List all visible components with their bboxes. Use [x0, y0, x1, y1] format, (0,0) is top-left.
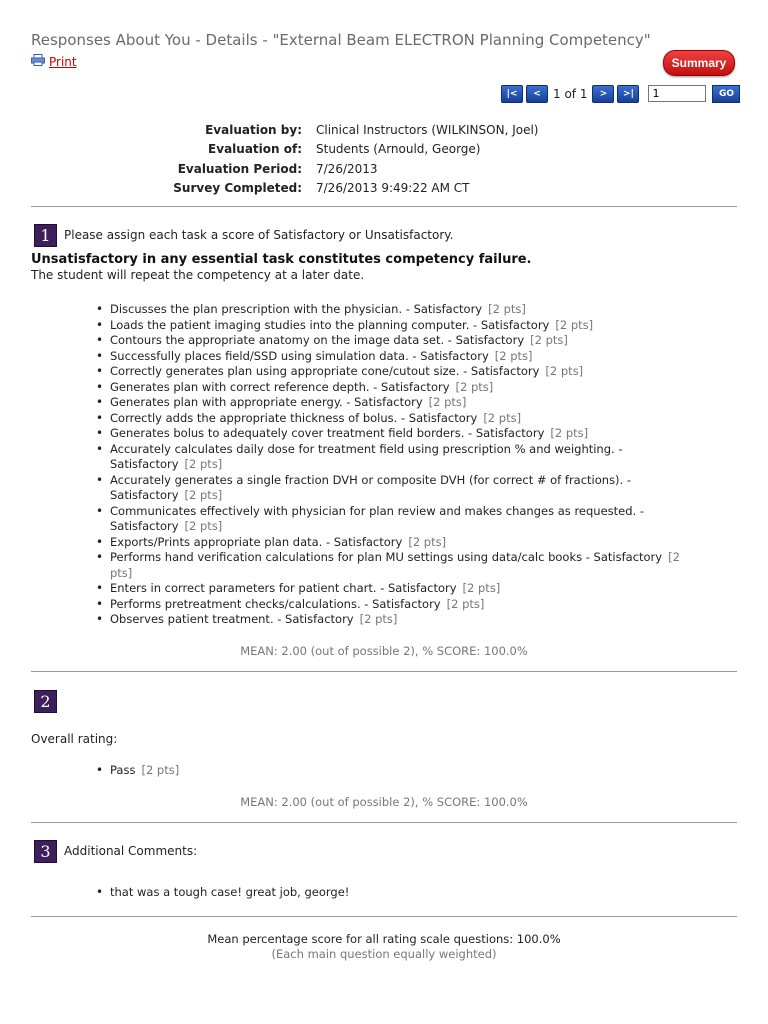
task-text: Generates plan with appropriate energy. - Satisfactory [110, 395, 423, 409]
print-link[interactable] [31, 54, 77, 69]
task-text: Contours the appropriate anatomy on the image data set. - Satisfactory [110, 333, 525, 347]
task-text: Performs pretreatment checks/calculations. - Satisfactory [110, 596, 441, 611]
meta-value: Clinical Instructors (WILKINSON, Joel) [316, 122, 539, 137]
pager [501, 84, 740, 103]
points-label: [2 pts] [545, 364, 584, 378]
points-label: [2 pts] [359, 612, 398, 626]
prev-page-icon[interactable]: < [526, 85, 548, 103]
task-text: Observes patient treatment. - Satisfactory [110, 612, 354, 626]
divider [31, 916, 737, 917]
list-item [88, 318, 698, 334]
points-label: [2 pts] [555, 317, 594, 332]
task-list [88, 302, 698, 628]
list-item [88, 380, 698, 396]
list-item [88, 597, 698, 613]
question-prompt: Additional Comments: [64, 844, 198, 858]
warning-text: The student will repeat the competency at a later date. [31, 268, 365, 282]
task-text: Generates plan with correct reference depth. - Satisfactory [110, 379, 450, 394]
page-title: Responses About You - Details - "External Beam ELECTRON Planning Competency" [31, 31, 651, 49]
task-text: Generates bolus to adequately cover treatment field borders. - Satisfactory [110, 426, 545, 440]
points-label: [2 pts] [483, 410, 522, 425]
list-item [88, 411, 698, 427]
list-item [88, 504, 698, 535]
rating-list [88, 763, 488, 779]
points-label: [2 pts] [462, 581, 501, 595]
points-label: [2 pts] [184, 457, 223, 471]
list-item [88, 364, 698, 380]
go-button[interactable]: GO [712, 85, 740, 103]
question-prompt: Overall rating: [31, 732, 118, 746]
page-number-input[interactable] [648, 85, 706, 102]
meta-key: Evaluation Period: [177, 161, 302, 176]
last-page-icon[interactable]: >| [617, 85, 639, 103]
overall-mean-score: Mean percentage score for all rating scale questions: 100.0% [207, 932, 561, 946]
points-label: [2 pts] [184, 519, 223, 533]
list-item [88, 535, 698, 551]
next-page-icon[interactable]: > [592, 85, 614, 103]
meta-key: Evaluation of: [208, 142, 302, 157]
points-label: [2 pts] [141, 763, 180, 777]
meta-value: Students (Arnould, George) [316, 142, 481, 157]
weighting-note: (Each main question equally weighted) [271, 947, 497, 961]
points-label: [2 pts] [408, 534, 447, 549]
comment-text: that was a tough case! great job, george! [110, 885, 350, 899]
list-item [88, 473, 698, 504]
list-item [88, 581, 698, 597]
task-text: Discusses the plan prescription with the physician. - Satisfactory [110, 302, 483, 316]
divider [31, 206, 737, 207]
print-label[interactable]: Print [49, 54, 77, 69]
task-text: Successfully places field/SSD using simulation data. - Satisfactory [110, 348, 489, 363]
points-label: [2 pts] [428, 395, 467, 409]
meta-key: Evaluation by: [205, 122, 302, 137]
task-text: Loads the patient imaging studies into the planning computer. - Satisfactory [110, 317, 550, 332]
divider [31, 822, 737, 823]
task-text: Communicates effectively with physician for plan review and makes changes as requested. - Satisfactory [110, 503, 644, 533]
task-text: Exports/Prints appropriate plan data. - Satisfactory [110, 534, 403, 549]
evaluation-details [140, 120, 538, 198]
meta-value: 7/26/2013 [316, 161, 378, 176]
question-number-badge: 2 [34, 690, 57, 713]
points-label: [2 pts] [550, 426, 589, 440]
points-label: [2 pts] [455, 379, 494, 394]
list-item [88, 763, 488, 779]
list-item [88, 333, 698, 349]
list-item [88, 426, 698, 442]
meta-value: 7/26/2013 9:49:22 AM CT [316, 181, 470, 196]
list-item [88, 395, 698, 411]
list-item [88, 442, 698, 473]
summary-button[interactable]: Summary [663, 50, 735, 76]
list-item [88, 349, 698, 365]
rating-text: Pass [110, 763, 136, 777]
task-text: Correctly generates plan using appropriate cone/cutout size. - Satisfactory [110, 364, 540, 378]
question-number-badge: 1 [34, 224, 57, 247]
task-text: Performs hand verification calculations for plan MU settings using data/calc books - Satisfactory [110, 550, 663, 564]
task-text: Accurately generates a single fraction DVH or composite DVH (for correct # of fractions). - Satisfactory [110, 472, 632, 502]
points-label: [2 pts] [494, 348, 533, 363]
page-indicator: 1 of 1 [553, 86, 588, 101]
points-label: [2 pts] [530, 333, 568, 347]
points-label: [2 pts] [488, 302, 526, 316]
list-item [88, 550, 698, 581]
task-text: Correctly adds the appropriate thickness of bolus. - Satisfactory [110, 410, 478, 425]
question-mean-score: MEAN: 2.00 (out of possible 2), % SCORE: 100.0% [240, 795, 528, 809]
task-text: Accurately calculates daily dose for treatment field using prescription % and weighting. - Satisfactory [110, 441, 623, 471]
question-number-badge: 3 [34, 840, 57, 863]
points-label: [2 pts] [446, 596, 485, 611]
warning-heading: Unsatisfactory in any essential task constitutes competency failure. [31, 252, 532, 267]
list-item [88, 612, 698, 628]
list-item [88, 885, 588, 901]
list-item [88, 302, 698, 318]
meta-key: Survey Completed: [173, 181, 302, 196]
question-mean-score: MEAN: 2.00 (out of possible 2), % SCORE: 100.0% [240, 644, 528, 658]
task-text: Enters in correct parameters for patient chart. - Satisfactory [110, 581, 457, 595]
points-label: [2 pts] [110, 550, 680, 580]
comment-list [88, 885, 588, 901]
first-page-icon[interactable]: |< [501, 85, 523, 103]
points-label: [2 pts] [184, 488, 223, 502]
question-prompt: Please assign each task a score of Satisfactory or Unsatisfactory. [64, 228, 454, 242]
divider [31, 671, 737, 672]
printer-icon [31, 54, 45, 69]
